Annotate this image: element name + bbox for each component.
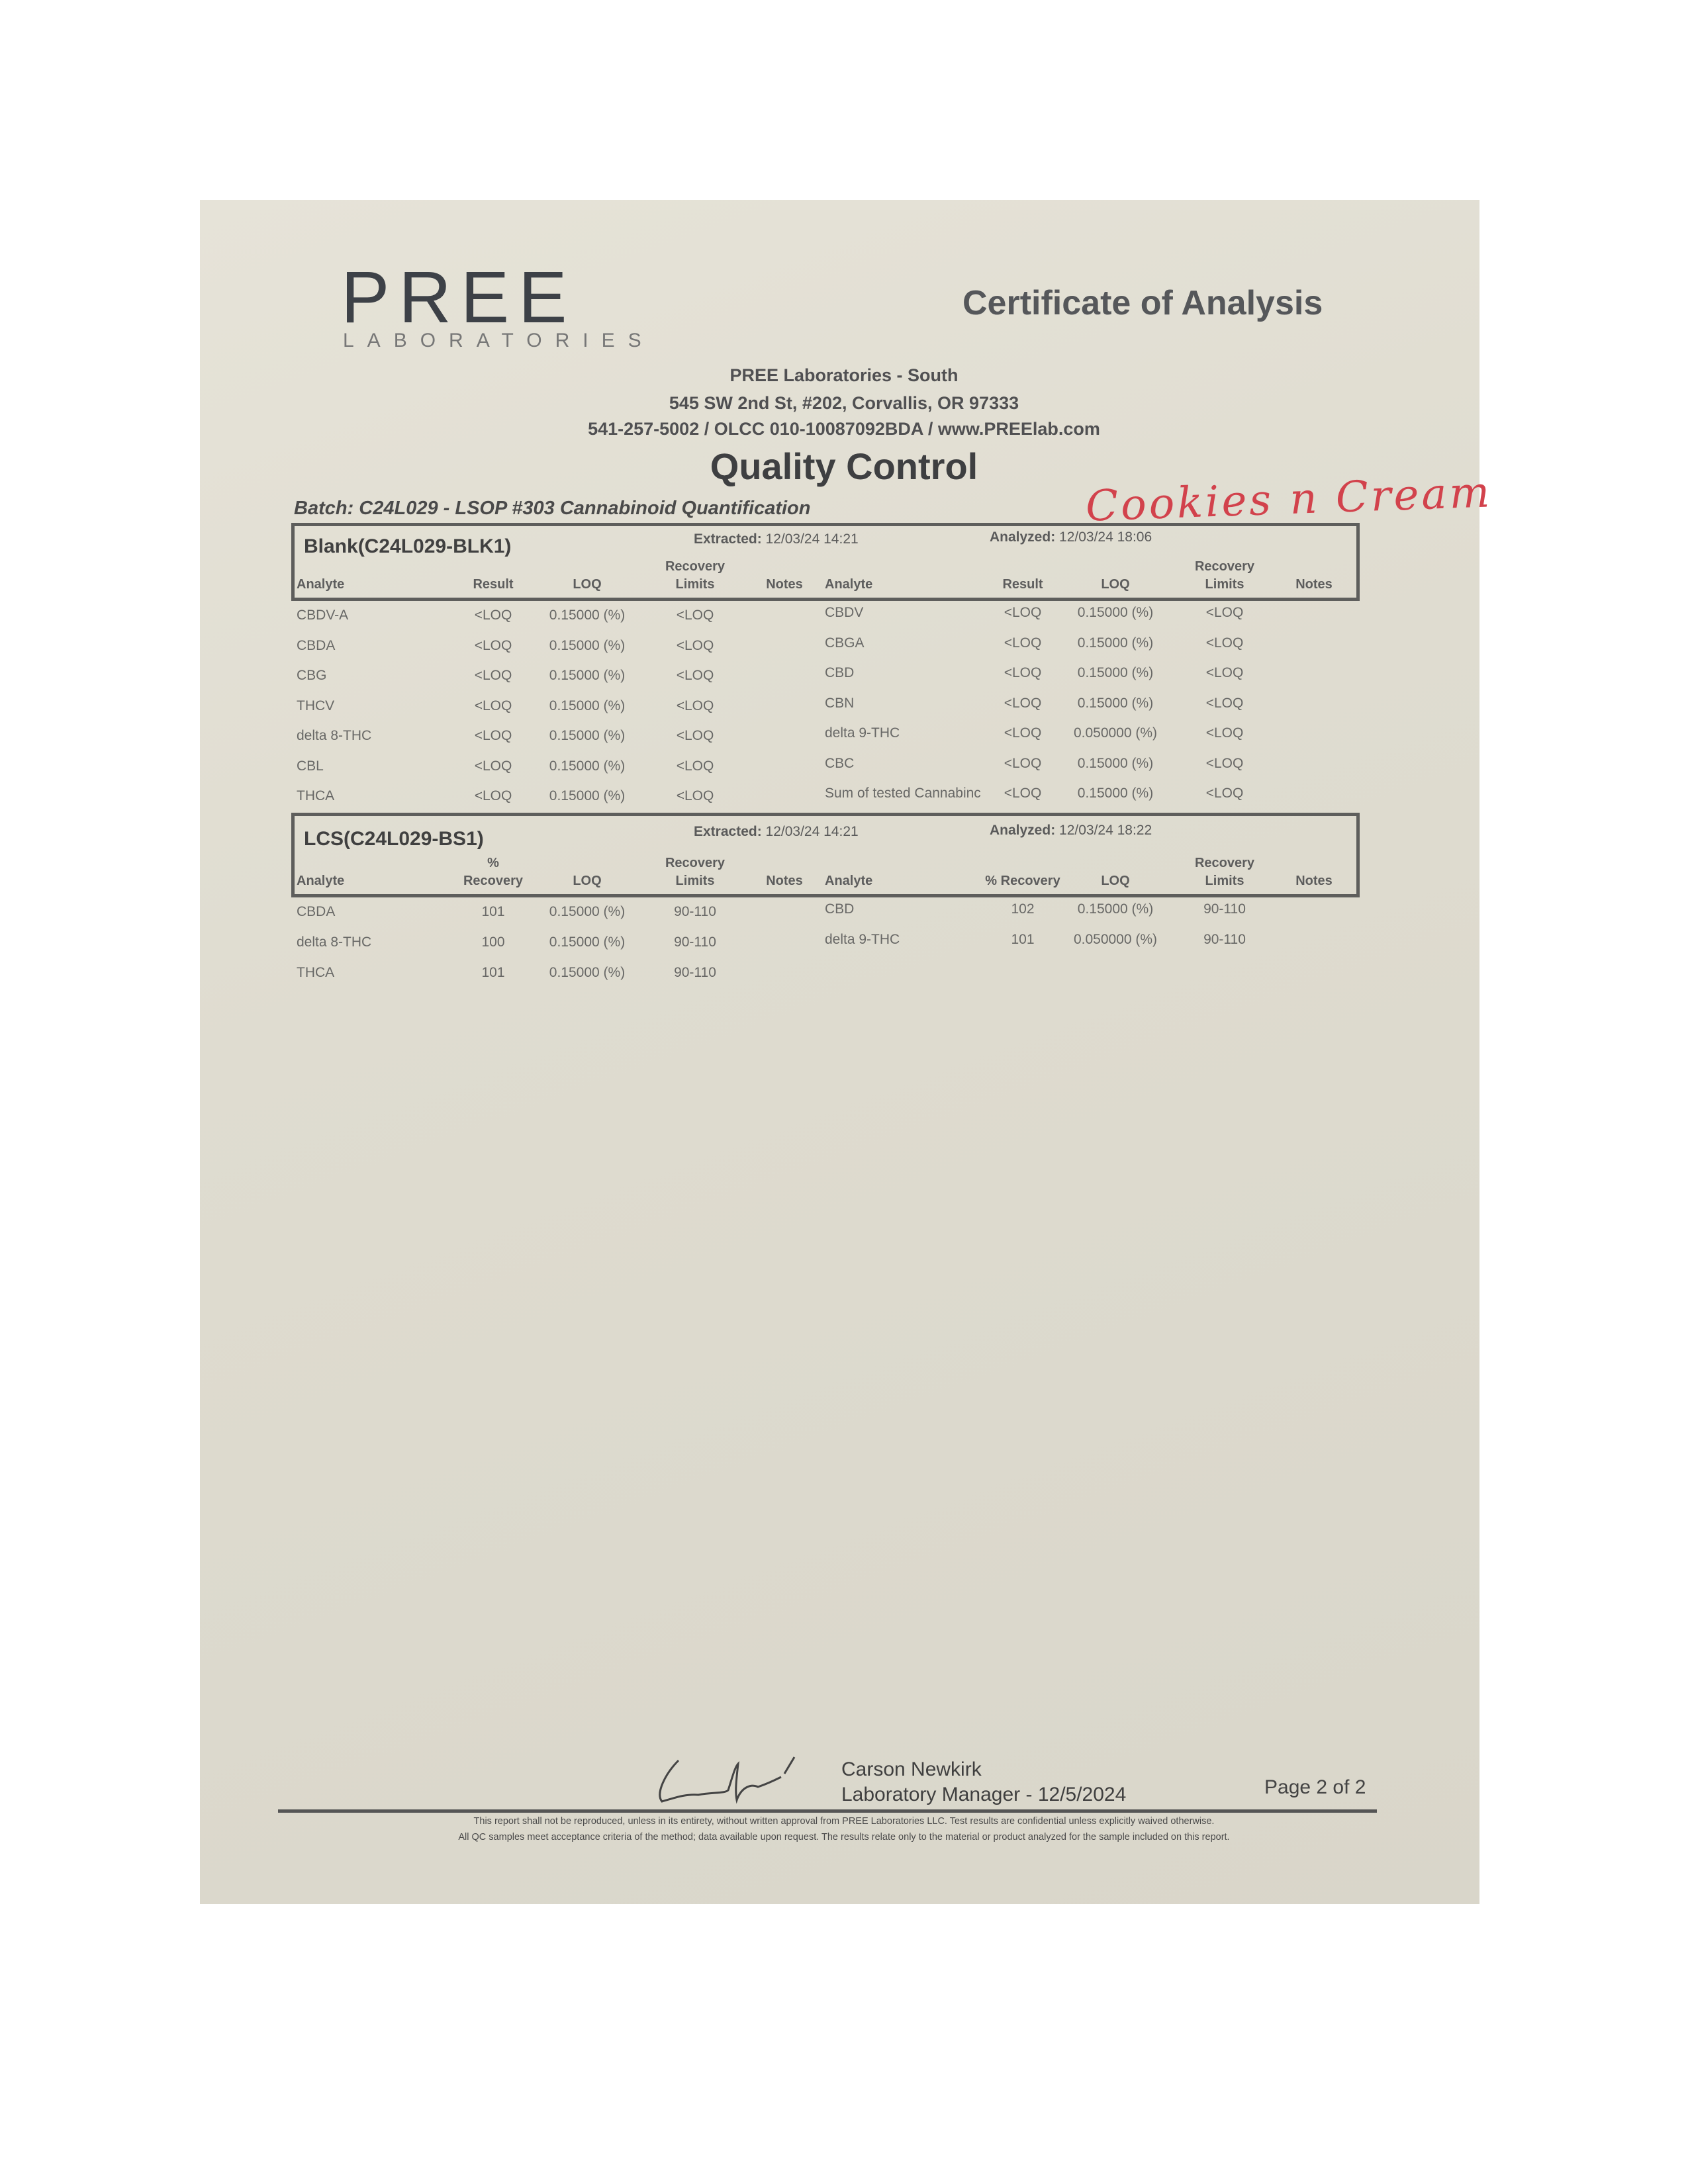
signer-block (841, 1757, 1126, 1807)
cell-recovery-limits: <LOQ (676, 668, 714, 683)
column-header-recovery-limits: Recovery Limits (665, 856, 726, 888)
lcs-extracted (694, 824, 859, 840)
cell-recovery-limits: 90-110 (674, 904, 716, 919)
column-header-loq-2: LOQ (1101, 874, 1130, 888)
lab-address: 545 SW 2nd St, #202, Corvallis, OR 97333 (669, 393, 1019, 413)
cell-analyte-2: CBN (825, 695, 855, 711)
cell-loq: 0.15000 (%) (549, 668, 626, 683)
cell-loq: 0.15000 (%) (549, 608, 626, 623)
lcs-title: LCS(C24L029-BS1) (304, 828, 484, 850)
cell-recovery-limits: <LOQ (676, 788, 714, 803)
cell-result-2: 102 (1011, 901, 1035, 917)
cell-recovery-limits-2: <LOQ (1205, 695, 1244, 711)
cell-loq-2: 0.15000 (%) (1077, 665, 1154, 680)
cell-recovery-limits-2: <LOQ (1205, 755, 1244, 771)
extracted-value: 12/03/24 14:21 (765, 824, 859, 839)
cell-loq: 0.15000 (%) (549, 728, 626, 743)
cell-loq-2: 0.15000 (%) (1077, 635, 1154, 651)
column-header-notes-2: Notes (1295, 577, 1333, 592)
cell-analyte-2: Sum of tested Cannabinc (825, 786, 981, 801)
analyzed-value: 12/03/24 18:06 (1059, 529, 1152, 545)
cell-result-2: <LOQ (1004, 605, 1042, 620)
cell-result: <LOQ (474, 637, 512, 653)
section-title: Quality Control (710, 445, 978, 487)
signature-image (652, 1754, 831, 1807)
cell-analyte: delta 8-THC (297, 728, 372, 743)
cell-analyte-2: CBD (825, 901, 855, 917)
cell-result: <LOQ (474, 668, 512, 683)
cell-analyte: delta 8-THC (297, 934, 372, 950)
cell-recovery-limits: <LOQ (676, 728, 714, 743)
cell-loq-2: 0.15000 (%) (1077, 755, 1154, 771)
cell-result-2: 101 (1011, 932, 1035, 947)
cell-loq-2: 0.050000 (%) (1073, 725, 1158, 741)
column-header-recovery-limits-2: Recovery Limits (1194, 856, 1255, 888)
cell-analyte: CBDA (297, 904, 336, 919)
page-number: Page 2 of 2 (1264, 1776, 1366, 1798)
column-header-analyte-2: Analyte (825, 577, 873, 592)
cell-recovery-limits-2: 90-110 (1203, 932, 1246, 947)
extracted-label: Extracted: (694, 824, 762, 839)
extracted-label: Extracted: (694, 531, 762, 547)
column-header-recovery-limits: Recovery Limits (665, 559, 726, 592)
column-header-loq: LOQ (573, 577, 602, 592)
cell-loq: 0.15000 (%) (549, 758, 626, 774)
cell-analyte: CBG (297, 668, 327, 683)
cell-result-2: <LOQ (1004, 755, 1042, 771)
disclaimer-line-2: All QC samples meet acceptance criteria of the method; data available upon request. The results relate only to the material or product analyzed for the sample included on this report. (458, 1832, 1230, 1843)
analyzed-label: Analyzed: (990, 823, 1056, 838)
cell-recovery-limits-2: <LOQ (1205, 786, 1244, 801)
cell-analyte: THCA (297, 965, 335, 980)
cell-recovery-limits: 90-110 (674, 934, 716, 950)
cell-loq: 0.15000 (%) (549, 698, 626, 713)
cell-recovery-limits: <LOQ (676, 698, 714, 713)
cell-result-2: <LOQ (1004, 665, 1042, 680)
blank-analyzed (990, 529, 1152, 545)
extracted-value: 12/03/24 14:21 (765, 531, 859, 547)
cell-result: 100 (481, 934, 505, 950)
cell-loq: 0.15000 (%) (549, 637, 626, 653)
column-header-result-2: Result (1002, 577, 1043, 592)
analyzed-value: 12/03/24 18:22 (1059, 823, 1152, 838)
cell-analyte-2: delta 9-THC (825, 725, 900, 741)
cell-recovery-limits-2: <LOQ (1205, 665, 1244, 680)
cell-analyte-2: CBC (825, 755, 855, 771)
cell-loq: 0.15000 (%) (549, 788, 626, 803)
blank-header-box (291, 523, 1360, 601)
document-title: Certificate of Analysis (962, 284, 1323, 322)
cell-result-2: <LOQ (1004, 725, 1042, 741)
handwritten-note: Cookies n Cream (1084, 468, 1493, 531)
analyzed-label: Analyzed: (990, 529, 1056, 545)
cell-recovery-limits: <LOQ (676, 637, 714, 653)
column-header-analyte: Analyte (297, 577, 345, 592)
lab-contact: 541-257-5002 / OLCC 010-10087092BDA / www.PREElab.com (588, 419, 1100, 439)
cell-result: <LOQ (474, 758, 512, 774)
cell-analyte: CBDA (297, 637, 336, 653)
cell-analyte-2: CBDV (825, 605, 864, 620)
cell-recovery-limits: <LOQ (676, 608, 714, 623)
cell-recovery-limits: <LOQ (676, 758, 714, 774)
cell-result: 101 (481, 904, 505, 919)
cell-loq: 0.15000 (%) (549, 965, 626, 980)
column-header-loq-2: LOQ (1101, 577, 1130, 592)
disclaimer-line-1: This report shall not be reproduced, unless in its entirety, without written approval from PREE Laboratories LLC. Test results are confidential unless explicitly waived otherwise. (473, 1816, 1215, 1827)
footer-divider (278, 1809, 1377, 1813)
cell-loq-2: 0.15000 (%) (1077, 695, 1154, 711)
cell-result: <LOQ (474, 788, 512, 803)
cell-loq-2: 0.15000 (%) (1077, 786, 1154, 801)
cell-result: <LOQ (474, 728, 512, 743)
column-header-result-2: % Recovery (985, 874, 1060, 888)
blank-title: Blank(C24L029-BLK1) (304, 535, 512, 557)
cell-result: 101 (481, 965, 505, 980)
column-header-recovery-limits-2: Recovery Limits (1194, 559, 1255, 592)
cell-result-2: <LOQ (1004, 635, 1042, 651)
signer-name: Carson Newkirk (841, 1758, 982, 1780)
cell-recovery-limits: 90-110 (674, 965, 716, 980)
column-header-analyte-2: Analyte (825, 874, 873, 888)
cell-loq: 0.15000 (%) (549, 934, 626, 950)
cell-analyte: CBL (297, 758, 324, 774)
column-header-analyte: Analyte (297, 874, 345, 888)
batch-line: Batch: C24L029 - LSOP #303 Cannabinoid Quantification (294, 498, 811, 519)
column-header-loq: LOQ (573, 874, 602, 888)
cell-analyte-2: CBGA (825, 635, 865, 651)
signer-title: Laboratory Manager - 12/5/2024 (841, 1783, 1127, 1805)
cell-loq-2: 0.15000 (%) (1077, 901, 1154, 917)
column-header-result: Result (473, 577, 514, 592)
cell-recovery-limits-2: 90-110 (1203, 901, 1246, 917)
cell-loq-2: 0.050000 (%) (1073, 932, 1158, 947)
cell-result-2: <LOQ (1004, 695, 1042, 711)
column-header-notes-2: Notes (1295, 874, 1333, 888)
column-header-result: % Recovery (463, 856, 524, 888)
cell-result: <LOQ (474, 608, 512, 623)
column-header-notes: Notes (766, 874, 803, 888)
lab-name: PREE Laboratories - South (729, 365, 959, 385)
cell-loq: 0.15000 (%) (549, 904, 626, 919)
cell-loq-2: 0.15000 (%) (1077, 605, 1154, 620)
lcs-header-box (291, 813, 1360, 897)
cell-analyte: THCA (297, 788, 335, 803)
cell-result-2: <LOQ (1004, 786, 1042, 801)
column-header-notes: Notes (766, 577, 803, 592)
pree-logo: PREE (341, 257, 577, 338)
cell-result: <LOQ (474, 698, 512, 713)
cell-analyte: CBDV-A (297, 608, 349, 623)
cell-recovery-limits-2: <LOQ (1205, 605, 1244, 620)
cell-analyte-2: delta 9-THC (825, 932, 900, 947)
logo-subtext: LABORATORIES (343, 330, 655, 351)
cell-analyte: THCV (297, 698, 335, 713)
lcs-analyzed (990, 823, 1152, 839)
blank-extracted (694, 531, 859, 547)
cell-recovery-limits-2: <LOQ (1205, 635, 1244, 651)
cell-analyte-2: CBD (825, 665, 855, 680)
cell-recovery-limits-2: <LOQ (1205, 725, 1244, 741)
